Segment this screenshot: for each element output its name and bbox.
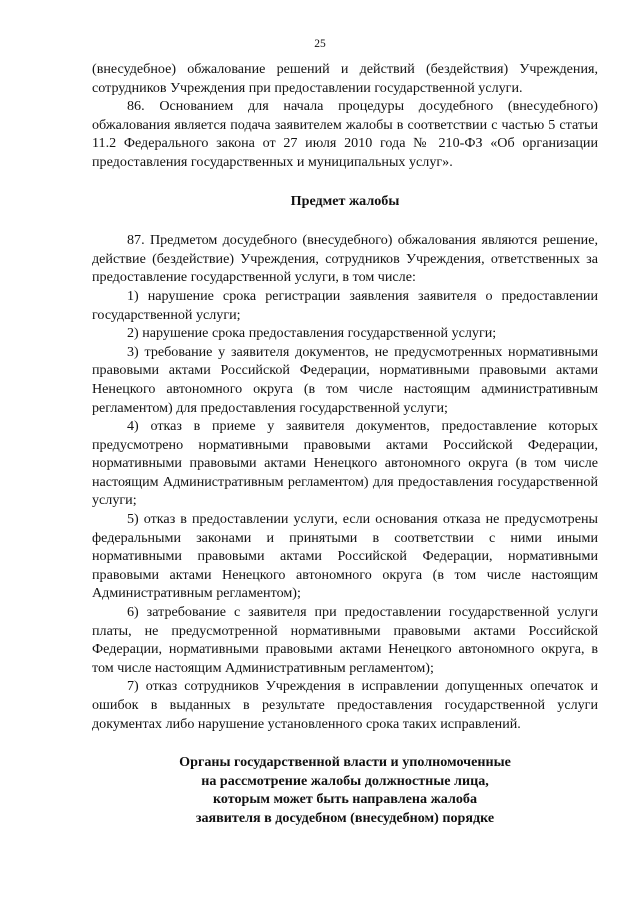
- list-item-7: 7) отказ сотрудников Учреждения в исправлении допущенных опечаток и ошибок в выданных в результате предоставления государственной услуги документах либо нарушение установленного срока таких исправлений.: [92, 678, 598, 732]
- heading-line: которым может быть направлена жалоба: [212, 791, 478, 808]
- list-item-3: 3) требование у заявителя документов, не предусмотренных нормативными правовыми актами Российской Федерации, нормативными правовыми актами Ненецкого автономного округа (в том числе настоящим административным регламентом) для предоставления государственной услуги;: [92, 343, 598, 416]
- paragraph-86: 86. Основанием для начала процедуры досудебного (внесудебного) обжалования является подача заявителем жалобы в соответствии с частью 5 статьи 11.2 Федерального закона от 27 июля 2010 года № 210-ФЗ «Об организации предоставления государственных и муниципальных услуг».: [92, 98, 598, 170]
- list-item-6: 6) затребование с заявителя при предоставлении государственной услуги платы, не предусмотренной нормативными правовыми актами Российской Федерации, нормативными правовыми актами Ненецкого автономного округа, в том числе настоящим Административным регламентом);: [92, 604, 598, 676]
- heading-line: Органы государственной власти и уполномоченные: [179, 754, 511, 771]
- page-number: 25: [314, 38, 326, 50]
- heading-line: на рассмотрение жалобы должностные лица,: [201, 772, 489, 789]
- heading-line: заявителя в досудебном (внесудебном) порядке: [195, 809, 495, 826]
- paragraph-continuation: (внесудебное) обжалование решений и действий (бездействия) Учреждения, сотрудников Учреждения при предоставлении государственной услуги.: [92, 61, 598, 96]
- document-body: [92, 60, 598, 828]
- list-item-4: 4) отказ в приеме у заявителя документов, предоставление которых предусмотрено нормативными правовыми актами Российской Федерации, нормативными правовыми актами Ненецкого автономного округа (в том числе настоящим Административным регламентом) для предоставления государственной услуги;: [92, 418, 598, 509]
- list-item-5: 5) отказ в предоставлении услуги, если основания отказа не предусмотрены федеральными законами и принятыми в соответствии с ними иными нормативными правовыми актами Российской Федерации, нормативными правовыми актами Ненецкого автономного округа (в том числе настоящим Административным регламентом);: [92, 511, 598, 602]
- section-heading-complaint-subject: Предмет жалобы: [290, 192, 400, 209]
- section-heading-authorities: [92, 753, 598, 827]
- list-item-2: 2) нарушение срока предоставления государственной услуги;: [127, 325, 497, 342]
- list-item-1: 1) нарушение срока регистрации заявления заявителя о предоставлении государственной услуги;: [92, 287, 598, 323]
- paragraph-87: 87. Предметом досудебного (внесудебного) обжалования являются решение, действие (бездействие) Учреждения, сотрудников Учреждения, ответственных за предоставление государственной услуги, в том числе:: [92, 232, 598, 286]
